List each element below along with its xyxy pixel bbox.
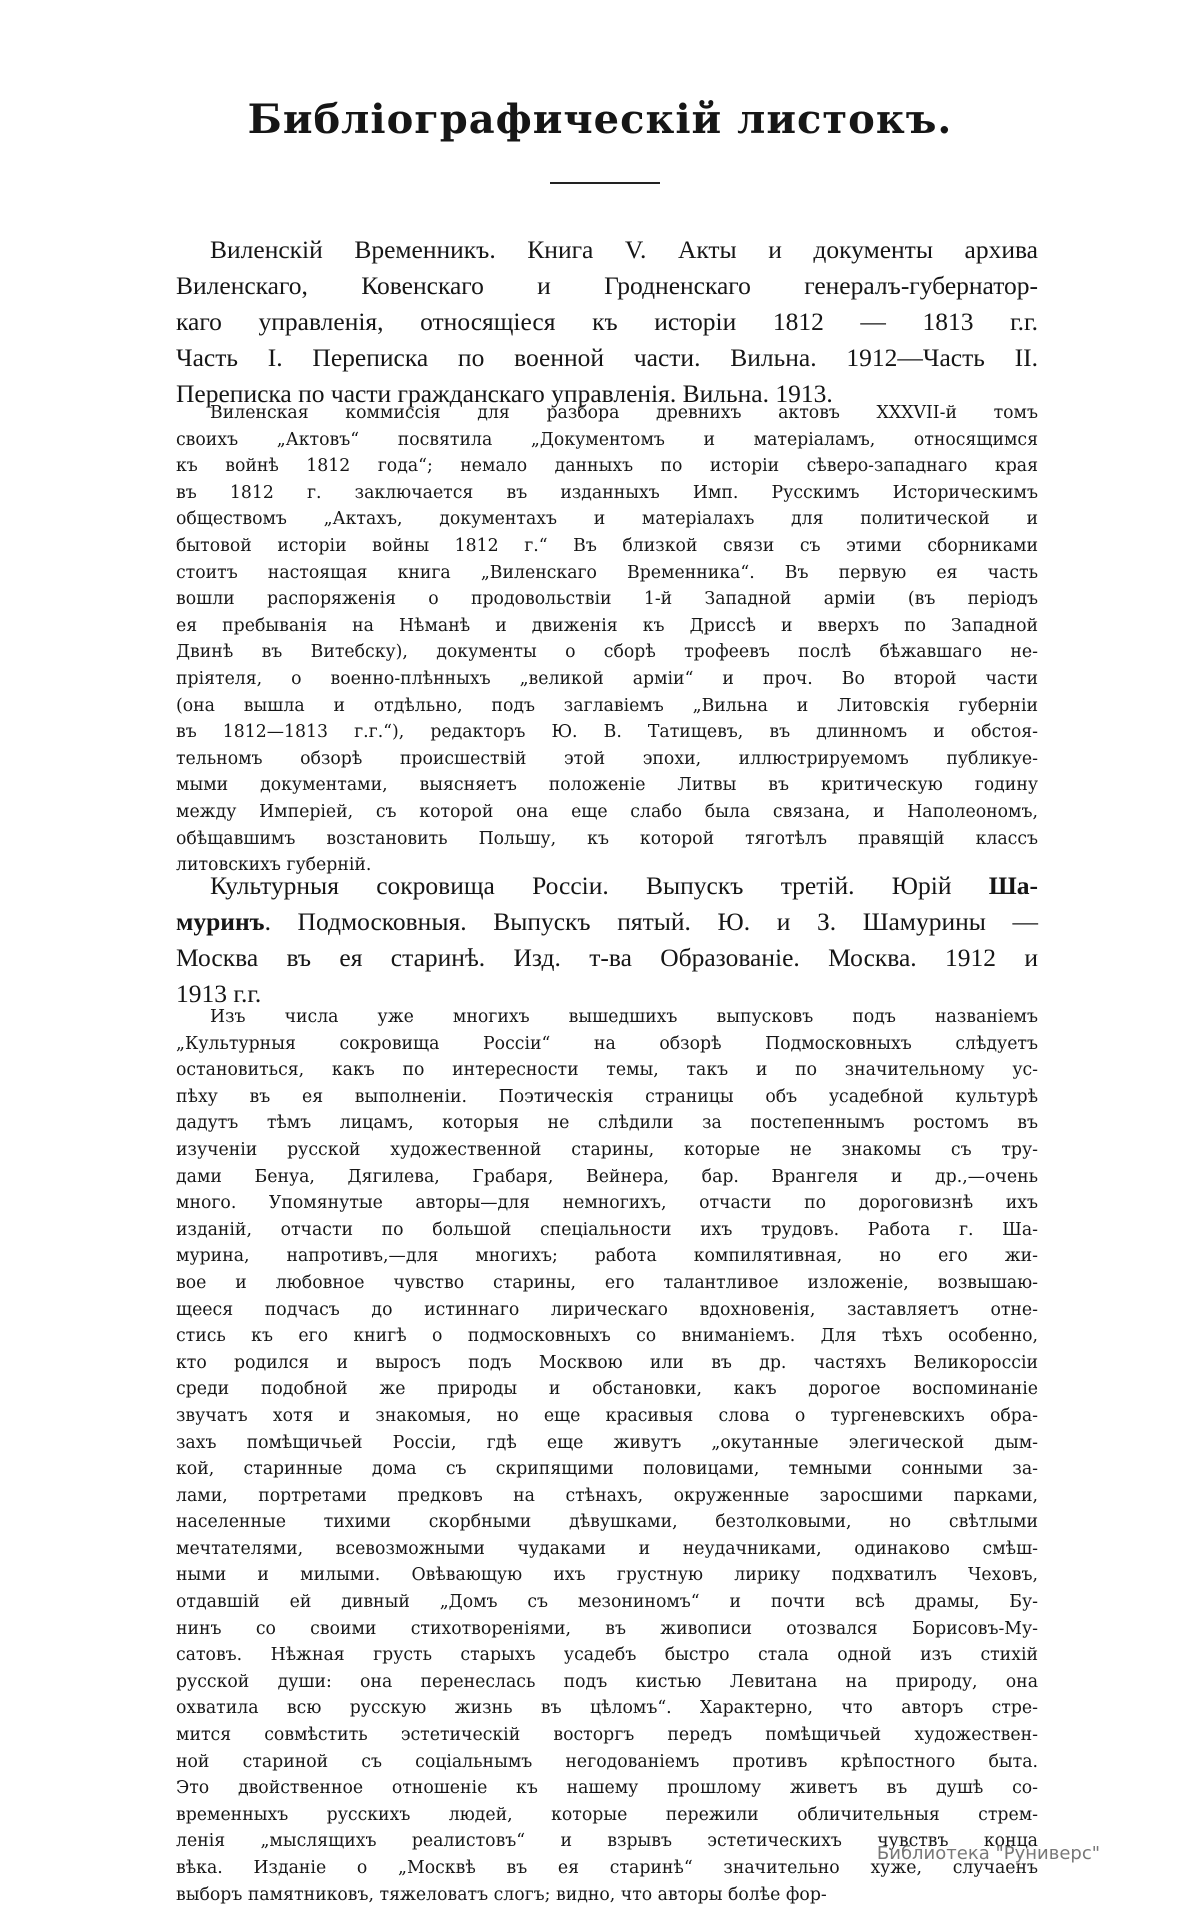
- title-line: Виленскаго, Ковенскаго и Гродненскаго генералъ-губернатор-: [176, 271, 1038, 300]
- text-line: выборъ памятниковъ, тяжеловатъ слогъ; видно, что авторы болѣе фор-: [176, 1884, 827, 1905]
- page-title: Библіографическій листокъ.: [247, 96, 953, 143]
- text-line: вѣка. Изданіе о „Москвѣ въ ея старинѣ“ значительно хуже, случаенъ: [176, 1858, 1038, 1878]
- text-line: „Культурныя сокровища Россіи“ на обзорѣ Подмосковныхъ слѣдуетъ: [176, 1033, 1038, 1054]
- text-line: охватила всю русскую жизнь въ цѣломъ“. Характерно, что авторъ стре-: [176, 1698, 1038, 1719]
- text-line: населенные тихими скорбными дѣвушками, безтолковыми, но свѣтлыми: [176, 1512, 1038, 1533]
- text-line: ными и милыми. Овѣвающую ихъ грустную лирику подхватилъ Чеховъ,: [176, 1565, 1038, 1586]
- title-line: [176, 904, 1038, 940]
- title-segment: . Подмосковныя. Выпускъ пятый. Ю. и З. Шамурины —: [264, 907, 1038, 936]
- text-line: пріятеля, о военно-плѣнныхъ „великой арміи“ и проч. Во второй части: [176, 668, 1038, 689]
- text-line: вое и любовное чувство старины, его талантливое изложеніе, возвышаю-: [176, 1272, 1038, 1293]
- text-line: въ 1812—1813 г.г.“), редакторъ Ю. В. Татищевъ, въ длинномъ и обстоя-: [176, 722, 1038, 743]
- text-line: вошли распоряженія о продовольствіи 1-й Западной арміи (въ періодъ: [176, 589, 1038, 610]
- text-line: въ 1812 г. заключается въ изданныхъ Имп. Русскимъ Историческимъ: [176, 482, 1038, 503]
- text-line: сатовъ. Нѣжная грусть старыхъ усадебъ быстро стала одной изъ стихій: [176, 1645, 1038, 1666]
- text-line: изданій, отчасти по большой спеціальности ихъ трудовъ. Работа г. Ша-: [176, 1219, 1038, 1240]
- text-line: щееся подчасъ до истиннаго лирическаго вдохновенія, заставляетъ отне-: [176, 1299, 1038, 1320]
- text-line: мурина, напротивъ,—для многихъ; работа компилятивная, но его жи-: [176, 1246, 1038, 1267]
- text-line: кто родился и выросъ подъ Москвою или въ др. частяхъ Великороссіи: [176, 1352, 1038, 1373]
- text-line: остановиться, какъ по интересности темы, такъ и по значительному ус-: [176, 1060, 1038, 1081]
- text-line: ленія „мыслящихъ реалистовъ“ и взрывъ эстетическихъ чувствъ конца: [176, 1831, 1038, 1852]
- text-line: дадутъ тѣмъ лицамъ, которыя не слѣдили за постепеннымъ ростомъ въ: [176, 1113, 1038, 1134]
- text-line: къ войнѣ 1812 года“; немало данныхъ по исторіи сѣверо-западнаго края: [176, 456, 1038, 477]
- text-line: дами Бенуа, Дягилева, Грабаря, Вейнера, бар. Врангеля и др.,—очень: [176, 1166, 1038, 1187]
- entry2-bibliographic-title: [176, 868, 1038, 1012]
- title-line: каго управленія, относящіеся къ исторіи 1812 — 1813 г.г.: [176, 307, 1038, 336]
- text-line: (она вышла и отдѣльно, подъ заглавіемъ „Вильна и Литовскія губерніи: [176, 695, 1038, 716]
- text-line: тельномъ обзорѣ происшествій этой эпохи, иллюстрируемомъ публикуе-: [176, 748, 1038, 769]
- title-divider: [550, 182, 660, 184]
- text-line: русской души: она перенеслась подъ кистью Левитана на природу, она: [176, 1671, 1038, 1692]
- text-line: Изъ числа уже многихъ вышедшихъ выпусковъ подъ названіемъ: [210, 1007, 1038, 1027]
- title-line: Часть I. Переписка по военной части. Вильна. 1912—Часть II.: [176, 343, 1038, 372]
- text-line: мечтателями, всевозможными чудаками и неудачниками, одинаково смѣш-: [176, 1538, 1038, 1559]
- text-line: ея пребыванія на Нѣманѣ и движенія къ Дриссѣ и вверхъ по Западной: [176, 615, 1038, 636]
- text-line: стись къ его книгѣ о подмосковныхъ со вниманіемъ. Для тѣхъ особенно,: [176, 1326, 1038, 1347]
- text-line: между Имперіей, съ которой она еще слабо была связана, и Наполеономъ,: [176, 801, 1038, 822]
- title-line: Виленскій Временникъ. Книга V. Акты и документы архива: [210, 235, 1038, 264]
- library-watermark: Библиотека "Руниверс": [876, 1843, 1100, 1864]
- text-line: мыми документами, выясняетъ положеніе Литвы въ критическую годину: [176, 775, 1038, 796]
- author-name: Ша-: [988, 871, 1038, 900]
- text-line: обѣщавшимъ возстановить Польшу, къ которой тяготѣлъ правящій классъ: [176, 828, 1038, 849]
- title-line: Переписка по части гражданскаго управленія. Вильна. 1913.: [176, 379, 833, 408]
- text-line: бытовой исторіи войны 1812 г.“ Въ близкой связи съ этими сборниками: [176, 535, 1038, 556]
- text-line: кой, старинные дома съ скрипящими половицами, темными сонными за-: [176, 1459, 1038, 1480]
- text-line: Виленская коммиссія для разбора древнихъ актовъ XXXVII-й томъ: [210, 403, 1038, 423]
- author-name: муринъ: [176, 907, 265, 936]
- text-line: изученіи русской художественной старины, которые не знакомы съ тру-: [176, 1139, 1038, 1160]
- text-line: звучатъ хотя и знакомыя, но еще красивыя слова о тургеневскихъ обра-: [176, 1405, 1038, 1426]
- text-line: Двинѣ въ Витебску), документы о сборѣ трофеевъ послѣ бѣжавшаго не-: [176, 642, 1038, 663]
- title-segment: Москва въ ея старинѣ. Изд. т-ва Образованіе. Москва. 1912 и: [176, 943, 1038, 972]
- title-segment: Культурныя сокровища Россіи. Выпускъ третій. Юрій: [210, 871, 989, 900]
- text-line: среди подобной же природы и обстановки, какъ дорогое воспоминаніе: [176, 1379, 1038, 1400]
- entry1-review-text: [176, 400, 1038, 879]
- text-line: стоитъ настоящая книга „Виленскаго Временника“. Въ первую ея часть: [176, 562, 1038, 583]
- text-line: нинъ со своими стихотвореніями, въ живописи отозвался Борисовъ-Му-: [176, 1618, 1038, 1639]
- text-line: много. Упомянутые авторы—для немногихъ, отчасти по дороговизнѣ ихъ: [176, 1193, 1038, 1214]
- text-line: отдавшій ей дивный „Домъ съ мезониномъ“ и почти всѣ драмы, Бу-: [176, 1592, 1038, 1613]
- entry1-bibliographic-title: [176, 232, 1038, 412]
- text-line: временныхъ русскихъ людей, которые пережили обличительныя стрем-: [176, 1804, 1038, 1825]
- title-line: [176, 868, 1038, 904]
- text-line: мится совмѣстить эстетическій восторгъ передъ помѣщичьей художествен-: [176, 1725, 1038, 1746]
- text-line: захъ помѣщичьей Россіи, гдѣ еще живутъ „окутанные элегической дым-: [176, 1432, 1038, 1453]
- text-line: Это двойственное отношеніе къ нашему прошлому живетъ въ душѣ со-: [176, 1778, 1038, 1799]
- title-line: [176, 940, 1038, 976]
- text-line: литовскихъ губерній.: [176, 855, 372, 876]
- text-line: своихъ „Актовъ“ посвятила „Документомъ и матеріаламъ, относящимся: [176, 429, 1038, 450]
- title-segment: 1913 г.г.: [176, 979, 262, 1008]
- entry2-review-text: [176, 1004, 1038, 1908]
- text-line: лами, портретами предковъ на стѣнахъ, окруженные заросшими парками,: [176, 1485, 1038, 1506]
- text-line: пѣху въ ея выполненіи. Поэтическія страницы объ усадебной культурѣ: [176, 1086, 1038, 1107]
- text-line: обществомъ „Актахъ, документахъ и матеріалахъ для политической и: [176, 509, 1038, 530]
- text-line: ной стариной съ соціальнымъ негодованіемъ противъ крѣпостного быта.: [176, 1751, 1038, 1772]
